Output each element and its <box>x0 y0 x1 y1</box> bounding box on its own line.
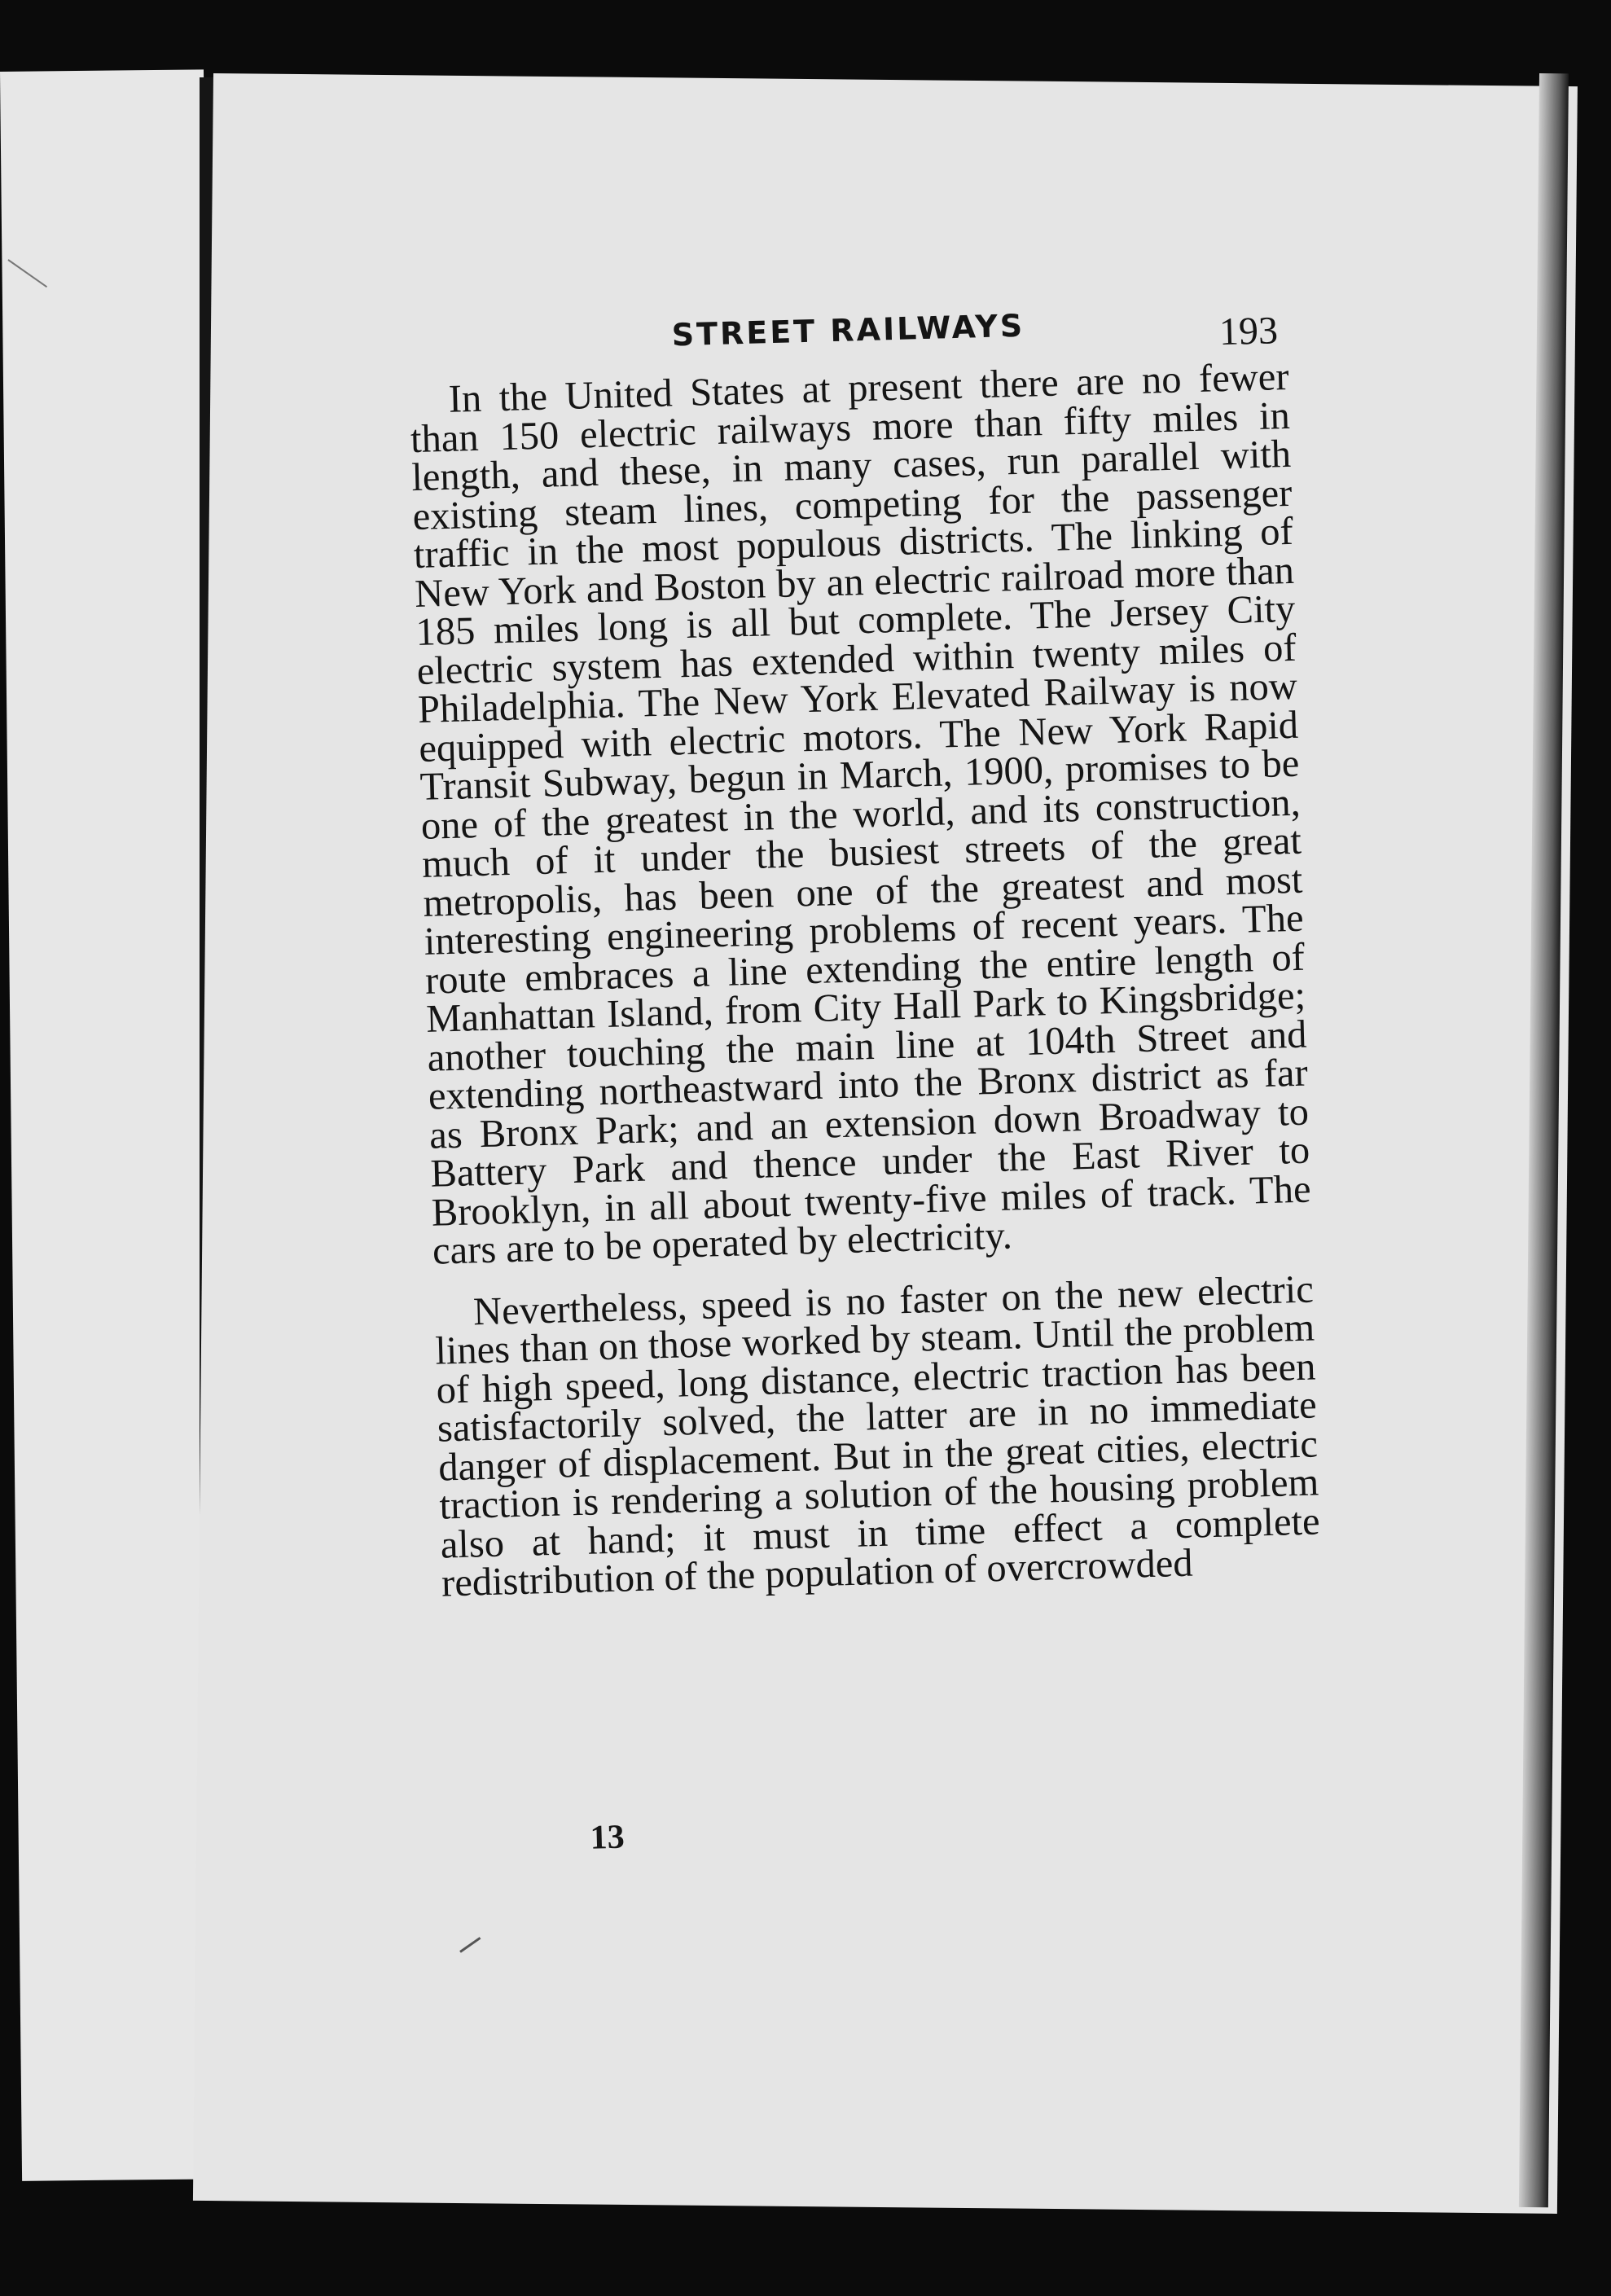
printer-signature-mark: 13 <box>590 1818 626 1857</box>
article-body <box>409 354 1321 1605</box>
paragraph: Nevertheless, speed is no faster on the new electric lines than on those worked by steam. Until the problem of high speed, long distance, electric traction has been satisfactorily solved, the latter are in no immediate danger of displacement. But in the great cities, electric traction is rendering a solution of the housing problem also at hand; it must in time effect a complete redistribution of the population of overcrowded <box>434 1267 1321 1605</box>
running-head: STREET RAILWAYS <box>671 307 1025 353</box>
paragraph: In the United States at present there are no fewer than 150 electric railways more than fifty miles in length, and these, in many cases, run parallel with existing steam lines, competing for the passenger traffic in the most populous districts. The linking of New York and Boston by an electric railroad more than 185 miles long is all but complete. The Jersey City electric system has extended within twenty miles of Philadelphia. The New York Elevated Railway is now equipped with electric motors. The New York Rapid Transit Subway, begun in March, 1900, promises to be one of the greatest in the world, and its construction, much of it under the busiest streets of the great metropolis, has been one of the greatest and most interesting engineering problems of recent years. The route embraces a line extending the entire length of Manhattan Island, from City Hall Park to Kingsbridge; another touching the main line at 104th Street and extending northeastward into the Bronx district as far as Bronx Park; and an extension down Broadway to Battery Park and thence under the East River to Brooklyn, in all about twenty-five miles of track. The cars are to be operated by electricity. <box>410 354 1312 1273</box>
page-number: 193 <box>1218 309 1279 354</box>
